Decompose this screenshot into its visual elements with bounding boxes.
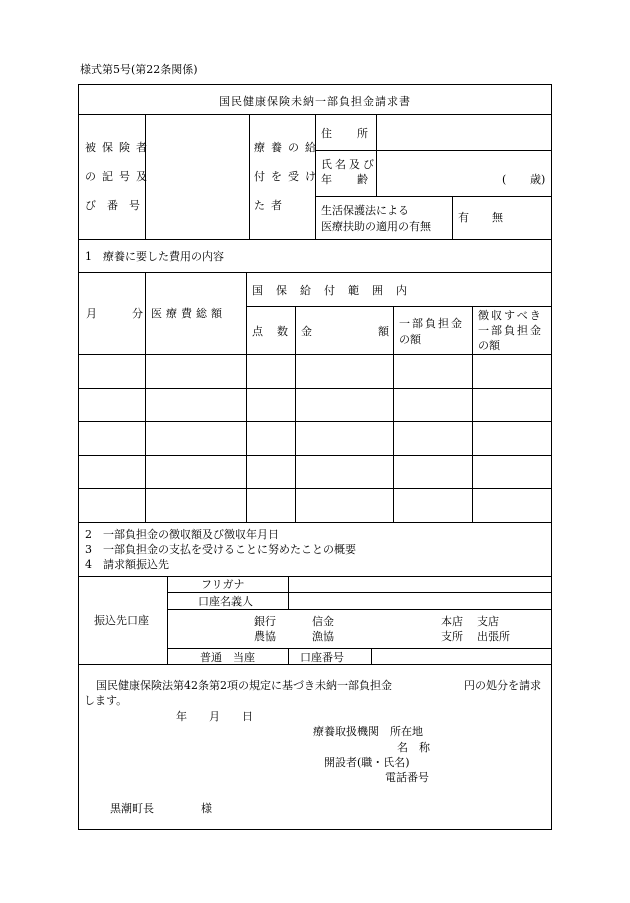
addressee: 黒潮町長 — [110, 802, 154, 815]
table-row[interactable] — [79, 489, 551, 521]
welfare-yes-option[interactable]: 有 — [458, 211, 469, 224]
form-number: 様式第5号(第22条関係) — [80, 63, 198, 76]
table-row[interactable] — [79, 456, 551, 487]
col-total: 医療費総額 — [151, 307, 226, 320]
account-number-field[interactable] — [372, 649, 551, 663]
addressee-honorific: 様 — [201, 802, 212, 815]
declaration-date: 年 月 日 — [176, 710, 253, 723]
bank-option[interactable]: 銀行 — [254, 615, 276, 628]
col-month-a: 月 — [86, 307, 97, 320]
office-option[interactable]: 出張所 — [477, 630, 510, 643]
insured-label-3: び番号 — [85, 199, 151, 212]
address-label-b: 所 — [357, 127, 368, 140]
table-row[interactable] — [79, 389, 551, 420]
name-age-field[interactable] — [377, 151, 487, 195]
table-row[interactable] — [79, 422, 551, 454]
declaration-line-1-end: 円の処分を請求 — [464, 679, 541, 692]
col-range: 国保給付範囲内 — [252, 284, 420, 297]
account-holder-field[interactable] — [289, 593, 551, 608]
recipient-label-3: た者 — [254, 199, 288, 212]
address-label-a: 住 — [321, 127, 332, 140]
col-partial-1: 一部負担金 — [399, 317, 464, 330]
institution-address-label: 療養取扱機関 所在地 — [313, 725, 423, 738]
col-collect-2: 一部負担金 — [478, 324, 543, 337]
recipient-label-1: 療養の給 — [254, 141, 322, 154]
insured-label-2: の記号及 — [85, 170, 153, 183]
furigana-label: フリガナ — [201, 578, 245, 591]
account-number-label: 口座番号 — [300, 651, 344, 664]
address-field[interactable] — [377, 115, 551, 149]
col-collect-1: 徴収すべき — [478, 309, 543, 322]
phone-label: 電話番号 — [385, 771, 429, 784]
form-title: 国民健康保険未納一部負担金請求書 — [219, 95, 411, 108]
age-label-a: 年 — [321, 173, 332, 186]
bank-account-label: 振込先口座 — [94, 614, 149, 627]
age-unit: 歳) — [530, 173, 546, 186]
section-1-heading: 1 療養に要した費用の内容 — [85, 250, 224, 263]
welfare-no-option[interactable]: 無 — [492, 211, 503, 224]
account-holder-label: 口座名義人 — [198, 595, 253, 608]
account-type-option[interactable]: 普通 当座 — [200, 651, 255, 664]
declaration-line-1: 国民健康保険法第42条第2項の規定に基づき未納一部負担金 — [96, 679, 392, 692]
recipient-label-2: 付を受け — [254, 170, 322, 183]
col-amount-b: 額 — [378, 325, 389, 338]
col-partial-2: の額 — [399, 333, 421, 346]
insured-number-field[interactable] — [146, 115, 248, 238]
col-collect-3: の額 — [478, 339, 500, 352]
nokyo-option[interactable]: 農協 — [254, 630, 276, 643]
col-points: 点数 — [252, 325, 302, 338]
founder-label: 開設者(職・氏名) — [324, 756, 410, 769]
name-label: 氏名及び — [321, 158, 377, 171]
insured-label-1: 被保険者 — [85, 141, 153, 154]
section-2-heading: 2 一部負担金の徴収額及び徴収年月日 — [85, 528, 279, 541]
age-label-b: 齢 — [357, 173, 368, 186]
col-month-b: 分 — [132, 307, 143, 320]
section-3-heading: 3 一部負担金の支払を受けることに努めたことの概要 — [85, 543, 356, 556]
age-paren-open: ( — [502, 173, 507, 186]
table-row[interactable] — [79, 355, 551, 387]
furigana-field[interactable] — [289, 577, 551, 591]
col-amount-a: 金 — [301, 325, 312, 338]
institution-name-label: 名 称 — [397, 741, 430, 754]
welfare-label-1: 生活保護法による — [321, 204, 409, 217]
branch-option[interactable]: 支店 — [477, 615, 499, 628]
shinkin-option[interactable]: 信金 — [312, 615, 334, 628]
declaration-line-2: します。 — [84, 694, 128, 707]
head-office-option[interactable]: 本店 — [441, 615, 463, 628]
sub-branch-option[interactable]: 支所 — [441, 630, 463, 643]
gyokyo-option[interactable]: 漁協 — [312, 630, 334, 643]
section-4-heading: 4 請求額振込先 — [85, 558, 169, 571]
welfare-label-2: 医療扶助の適用の有無 — [321, 220, 431, 233]
